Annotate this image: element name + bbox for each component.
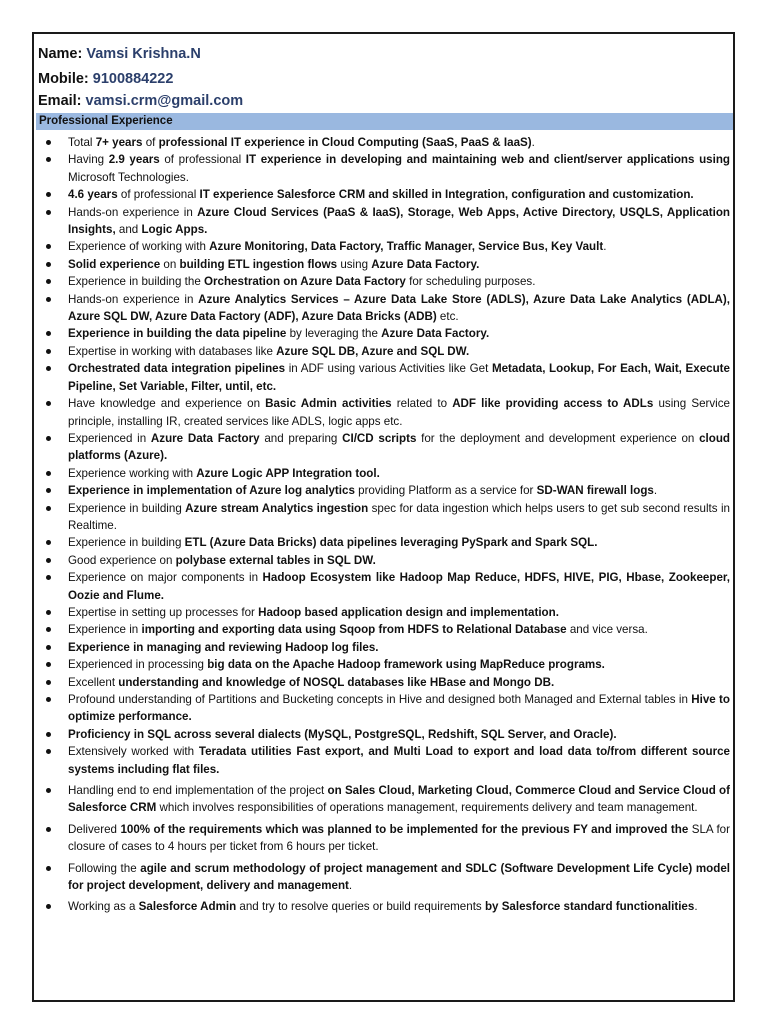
contact-name	[38, 45, 201, 63]
experience-item-text: Microsoft Technologies.	[68, 170, 189, 184]
experience-item-text: Handling end to end implementation of the project	[68, 784, 328, 798]
experience-item-bold-text: 100% of the requirements which was planned to be implemented for the previous FY and improved the	[120, 822, 689, 836]
email-label: Email:	[38, 93, 82, 109]
experience-item-bold-text: cloud platforms (Azure).	[68, 431, 731, 463]
experience-item	[34, 465, 734, 482]
experience-item	[34, 898, 734, 915]
experience-item-bold-text: Azure Data Factory.	[371, 257, 480, 271]
experience-item-bold-text: Orchestrated data integration pipelines	[68, 362, 286, 376]
experience-item-bold-text: 2.9 years	[108, 153, 160, 167]
name-value: Vamsi Krishna.N	[86, 46, 201, 62]
experience-item	[34, 291, 734, 326]
experience-item-text: for scheduling purposes.	[405, 275, 536, 289]
experience-item	[34, 482, 734, 499]
experience-item-bold-text: Experience in managing and reviewing Hadoop log files.	[68, 640, 379, 654]
experience-item-bold-text: Experience in building the data pipeline	[68, 327, 287, 341]
experience-item	[34, 134, 734, 151]
experience-item	[34, 782, 734, 817]
experience-item-text: of professional	[159, 153, 246, 167]
experience-item-text: Following the	[68, 861, 141, 875]
experience-item-bold-text: Salesforce Admin	[138, 900, 237, 914]
experience-item-text: etc.	[436, 310, 459, 324]
experience-item	[34, 325, 734, 342]
experience-item	[34, 273, 734, 290]
experience-item-text: Experienced in	[68, 431, 151, 445]
experience-item	[34, 726, 734, 743]
experience-item-bold-text: Metadata, Lookup, For Each, Wait, Execute Pipeline, Set Variable, Filter, until, etc.	[68, 362, 730, 393]
experience-item-text: using Service principle, installing IR, created services like ADLS, logic apps etc.	[68, 397, 730, 428]
experience-item-text: Experience in	[68, 623, 142, 637]
experience-item-text: .	[603, 240, 607, 254]
experience-list	[34, 134, 734, 916]
experience-item-bold-text: Hadoop Ecosystem like Hadoop Map Reduce, HDFS, HIVE, PIG, Hbase, Zookeeper, Oozie and Flume.	[68, 571, 730, 602]
experience-item	[34, 395, 734, 430]
experience-item-text: Hands-on experience in	[68, 292, 199, 306]
experience-item-bold-text: Teradata utilities Fast export, and Multi Load to export and load data to/from different source systems including flat files.	[68, 745, 731, 776]
experience-item-text: which involves responsibilities of operations management, requirements delivery and team management.	[156, 801, 698, 815]
experience-item-text: Working as a	[68, 900, 139, 914]
experience-item-text: and preparing	[259, 431, 343, 445]
section-header-professional-experience: Professional Experience	[36, 113, 733, 130]
experience-item-bold-text: polybase external tables in SQL DW.	[175, 553, 376, 567]
experience-item-text: Experience in building the	[68, 275, 204, 289]
experience-item	[34, 691, 734, 726]
experience-item-bold-text: ADF like providing access to ADLs	[452, 397, 654, 411]
experience-item-text: related to	[391, 397, 453, 411]
experience-item-text: SLA for closure of cases to 4 hours per ticket from 6 hours per ticket.	[68, 822, 730, 854]
experience-item	[34, 204, 734, 239]
experience-item	[34, 621, 734, 638]
experience-item	[34, 569, 734, 604]
experience-item-bold-text: big data on the Apache Hadoop framework using MapReduce programs.	[207, 658, 605, 672]
experience-item-bold-text: Logic Apps.	[141, 223, 208, 237]
name-label: Name:	[38, 46, 83, 62]
mobile-label: Mobile:	[38, 71, 89, 87]
experience-item-text: of	[142, 136, 159, 149]
experience-item-text: providing Platform as a service for	[354, 484, 537, 498]
experience-item-text: Total	[68, 136, 96, 149]
experience-item-text: Delivered	[68, 822, 121, 836]
experience-item-bold-text: Azure Logic APP Integration tool.	[196, 466, 380, 480]
experience-item-text: .	[653, 484, 658, 498]
experience-item	[34, 186, 734, 203]
experience-item-bold-text: 7+ years	[95, 136, 143, 149]
experience-item-bold-text: Azure SQL DB, Azure and SQL DW.	[276, 344, 470, 358]
experience-item	[34, 674, 734, 691]
experience-item	[34, 552, 734, 569]
experience-item-text: .	[348, 879, 353, 893]
mobile-value: 9100884222	[92, 71, 174, 87]
experience-item-bold-text: agile and scrum methodology of project management and SDLC (Software Development Life Cycle) model for project development, delivery and management	[68, 861, 730, 893]
experience-item-text: Experience in building	[68, 501, 186, 515]
experience-item-bold-text: SD-WAN firewall logs	[536, 484, 654, 498]
experience-item-bold-text: IT experience Salesforce CRM and skilled in Integration, configuration and customization.	[199, 188, 694, 202]
experience-item-text: for the deployment and development experience on	[416, 431, 700, 445]
experience-item-text: Expertise in setting up processes for	[68, 605, 259, 619]
experience-item-text: Experience working with	[68, 466, 197, 480]
experience-item-text: Having	[68, 153, 109, 167]
experience-item	[34, 238, 734, 255]
experience-item-text: using	[337, 257, 372, 271]
experience-item-text: spec for data ingestion which helps users to get sub second results in Realtime.	[68, 501, 730, 532]
experience-item-bold-text: professional IT experience in Cloud Computing (SaaS, PaaS & IaaS)	[158, 136, 532, 149]
experience-item	[34, 656, 734, 673]
experience-item-text: in ADF using various Activities like Get	[285, 362, 492, 376]
experience-item-bold-text: Azure stream Analytics ingestion	[185, 501, 369, 515]
experience-item-bold-text: Hive to optimize performance.	[68, 693, 730, 724]
experience-item	[34, 430, 734, 465]
experience-item-text: and try to resolve queries or build requirements	[236, 900, 485, 914]
experience-item	[34, 821, 734, 856]
experience-item	[34, 151, 734, 186]
experience-item-bold-text: Azure Data Factory.	[381, 327, 490, 341]
contact-email	[38, 92, 243, 110]
experience-item-text: on	[160, 257, 180, 271]
experience-item-bold-text: IT experience in developing and maintaining web and client/server applications using	[245, 153, 730, 167]
experience-item-text: Expertise in working with databases like	[68, 344, 277, 358]
experience-item-bold-text: Experience in implementation of Azure log analytics	[68, 484, 355, 498]
contact-mobile	[38, 70, 173, 88]
experience-item-bold-text: Azure Cloud Services (PaaS & IaaS), Storage, Web Apps, Active Directory, USQLS, Application Insights,	[68, 205, 730, 237]
experience-item-bold-text: Basic Admin activities	[265, 397, 392, 411]
experience-item-text: and	[115, 223, 142, 237]
experience-item-bold-text: Proficiency in SQL across several dialects (MySQL, PostgreSQL, Redshift, SQL Server, and Oracle).	[68, 727, 617, 741]
experience-item-bold-text: Azure Analytics Services – Azure Data Lake Store (ADLS), Azure Data Lake Analytics (ADLA), Azure SQL DW, Azure Data Factory (ADF), Azure Data Bricks (ADB)	[68, 292, 730, 324]
experience-item-text: .	[531, 136, 535, 149]
experience-item	[34, 639, 734, 656]
experience-item-text: Experienced in processing	[68, 658, 208, 672]
experience-item-bold-text: Azure Monitoring, Data Factory, Traffic Manager, Service Bus, Key Vault	[209, 240, 604, 254]
experience-item-bold-text: Hadoop based application design and implementation.	[258, 605, 559, 619]
experience-item	[34, 343, 734, 360]
experience-item-bold-text: CI/CD scripts	[342, 431, 417, 445]
experience-item-bold-text: Solid experience	[68, 257, 161, 271]
experience-item-bold-text: 4.6 years	[68, 188, 118, 202]
resume-page	[32, 32, 735, 1002]
experience-item-text: Have knowledge and experience on	[68, 397, 266, 411]
experience-item	[34, 534, 734, 551]
experience-item-text: Extensively worked with	[68, 745, 199, 759]
experience-item-bold-text: understanding and knowledge of NOSQL databases like HBase and Mongo DB.	[118, 675, 555, 689]
experience-item-bold-text: by Salesforce standard functionalities	[484, 900, 695, 914]
experience-item-text: Good experience on	[68, 553, 176, 567]
experience-item-text: Experience of working with	[68, 240, 210, 254]
experience-item	[34, 604, 734, 621]
experience-item	[34, 360, 734, 395]
experience-item-text: Hands-on experience in	[68, 205, 198, 219]
experience-item	[34, 860, 734, 895]
experience-item-bold-text: importing and exporting data using Sqoop from HDFS to Relational Database	[141, 623, 567, 637]
experience-item-text: and vice versa.	[566, 623, 648, 637]
experience-item	[34, 500, 734, 535]
experience-item	[34, 256, 734, 273]
experience-item-text: Experience in building	[68, 536, 185, 550]
experience-item-bold-text: ETL (Azure Data Bricks) data pipelines leveraging PySpark and Spark SQL.	[184, 536, 598, 550]
email-value: vamsi.crm@gmail.com	[85, 93, 244, 109]
experience-item-text: Excellent	[68, 675, 119, 689]
experience-item	[34, 743, 734, 778]
experience-item-text: Profound understanding of Partitions and Bucketing concepts in Hive and designed both Managed and External tables in	[68, 693, 692, 706]
experience-item-bold-text: building ETL ingestion flows	[179, 257, 338, 271]
experience-item-text: Experience on major components in	[68, 571, 263, 585]
experience-item-text: of professional	[117, 188, 200, 202]
experience-item-bold-text: on Sales Cloud, Marketing Cloud, Commerce Cloud and Service Cloud of Salesforce CRM	[68, 784, 730, 815]
experience-item-text: .	[694, 900, 698, 914]
experience-item-bold-text: Orchestration on Azure Data Factory	[204, 275, 406, 289]
experience-item-text: by leveraging the	[286, 327, 382, 341]
experience-item-bold-text: Azure Data Factory	[150, 431, 260, 445]
